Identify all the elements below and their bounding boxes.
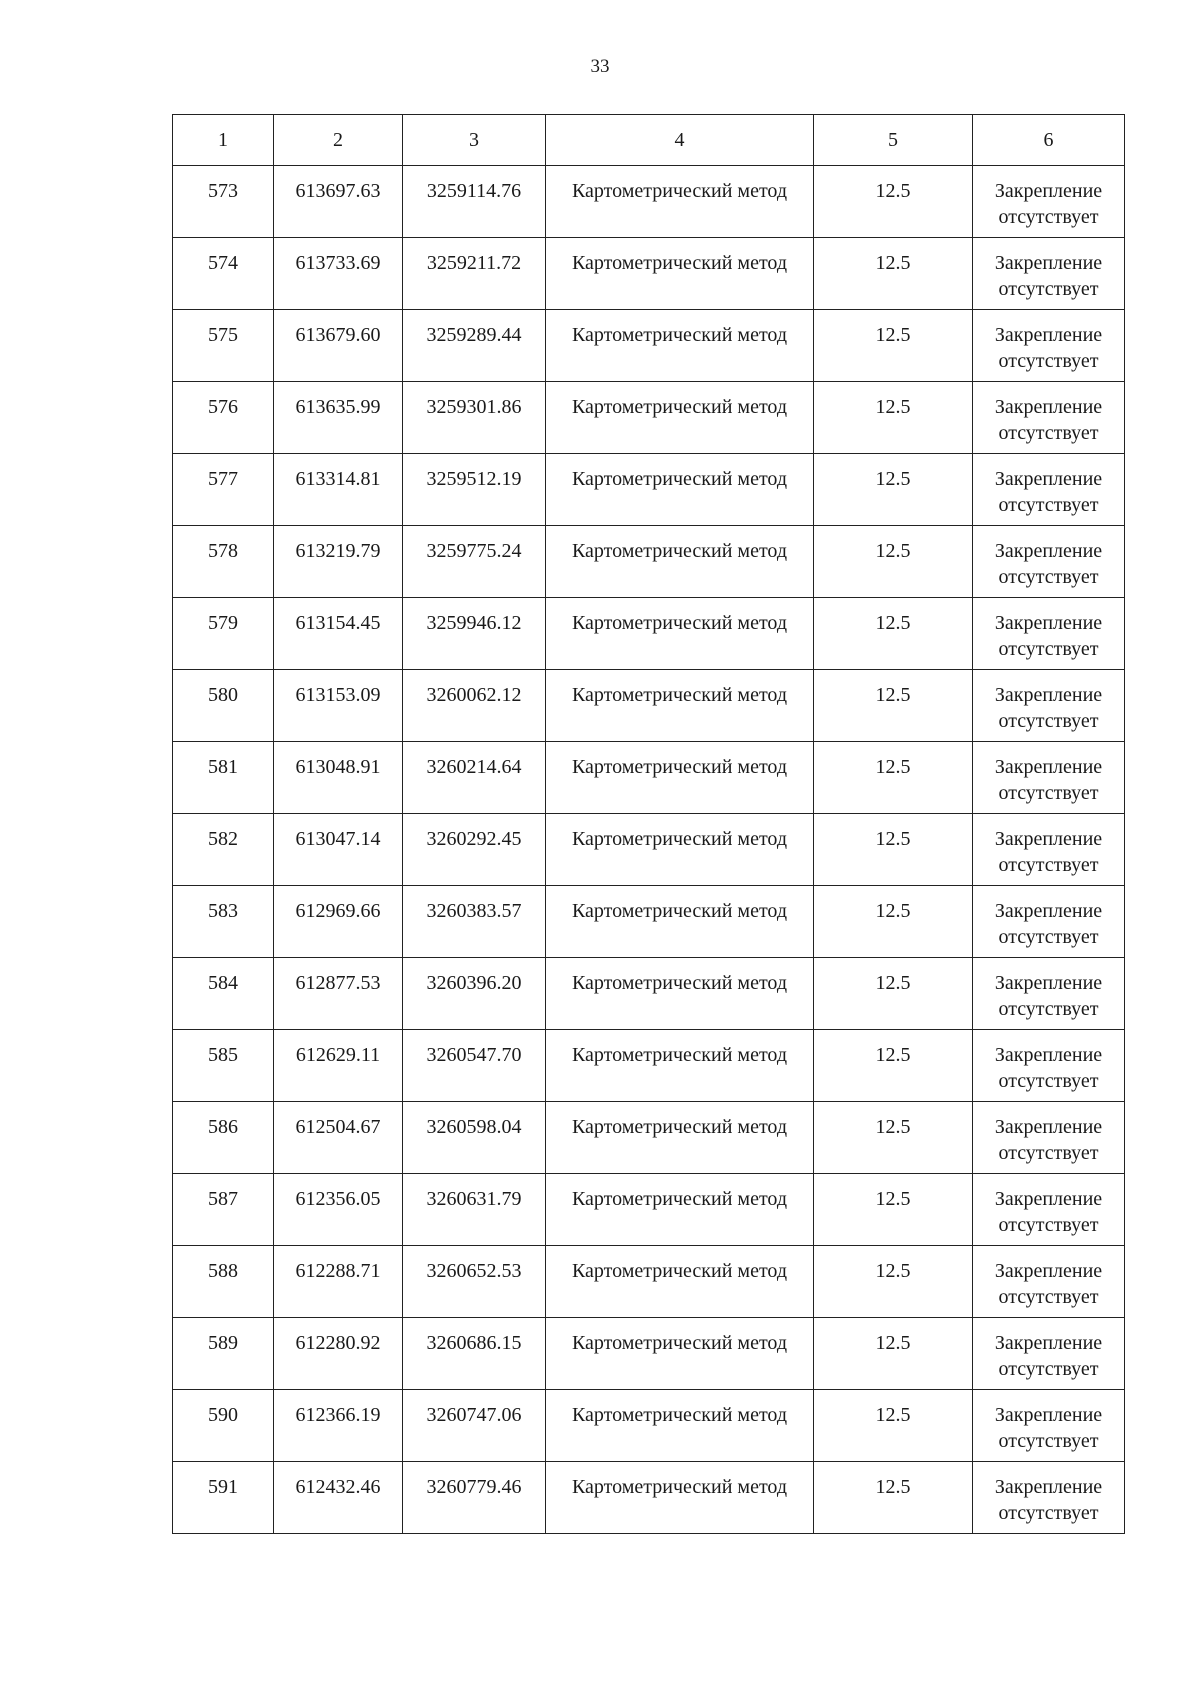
fixation-line-2: отсутствует [998,566,1099,588]
fixation-line-2: отсутствует [998,1142,1099,1164]
fixation-line-1: Закрепление [994,1476,1103,1498]
method-cell: Картометрический метод [546,814,814,886]
accuracy-cell: 12.5 [814,598,973,670]
fixation-cell [973,886,1125,958]
accuracy-cell: 12.5 [814,238,973,310]
method-cell: Картометрический метод [546,1174,814,1246]
accuracy-cell: 12.5 [814,814,973,886]
point-number-cell: 576 [173,382,274,454]
x-coordinate-cell: 613314.81 [274,454,403,526]
fixation-line-1: Закрепление [994,324,1103,346]
fixation-cell [973,814,1125,886]
table-row [173,310,1125,382]
y-coordinate-cell: 3259946.12 [403,598,546,670]
fixation-cell [973,958,1125,1030]
method-cell: Картометрический метод [546,310,814,382]
fixation-line-1: Закрепление [994,396,1103,418]
y-coordinate-cell: 3260631.79 [403,1174,546,1246]
fixation-line-1: Закрепление [994,252,1103,274]
table-row [173,1030,1125,1102]
x-coordinate-cell: 613697.63 [274,166,403,238]
coordinates-table [172,114,1125,1534]
table-row [173,1102,1125,1174]
method-cell: Картометрический метод [546,1318,814,1390]
fixation-line-2: отсутствует [998,1430,1099,1452]
method-cell: Картометрический метод [546,238,814,310]
method-cell: Картометрический метод [546,742,814,814]
table-row [173,454,1125,526]
accuracy-cell: 12.5 [814,958,973,1030]
y-coordinate-cell: 3259114.76 [403,166,546,238]
fixation-line-2: отсутствует [998,926,1099,948]
method-cell: Картометрический метод [546,1390,814,1462]
fixation-cell [973,1462,1125,1534]
table-row [173,1246,1125,1318]
y-coordinate-cell: 3260747.06 [403,1390,546,1462]
fixation-line-1: Закрепление [994,1116,1103,1138]
table-row [173,238,1125,310]
method-cell: Картометрический метод [546,1102,814,1174]
y-coordinate-cell: 3260652.53 [403,1246,546,1318]
y-coordinate-cell: 3259775.24 [403,526,546,598]
method-cell: Картометрический метод [546,166,814,238]
accuracy-cell: 12.5 [814,1246,973,1318]
fixation-line-2: отсутствует [998,710,1099,732]
fixation-line-1: Закрепление [994,1332,1103,1354]
accuracy-cell: 12.5 [814,382,973,454]
accuracy-cell: 12.5 [814,886,973,958]
fixation-cell [973,598,1125,670]
table-row [173,814,1125,886]
point-number-cell: 583 [173,886,274,958]
method-cell: Картометрический метод [546,1462,814,1534]
fixation-cell [973,1246,1125,1318]
fixation-line-2: отсутствует [998,422,1099,444]
accuracy-cell: 12.5 [814,1174,973,1246]
x-coordinate-cell: 613635.99 [274,382,403,454]
x-coordinate-cell: 613153.09 [274,670,403,742]
method-cell: Картометрический метод [546,958,814,1030]
fixation-line-1: Закрепление [994,900,1103,922]
point-number-cell: 587 [173,1174,274,1246]
y-coordinate-cell: 3260547.70 [403,1030,546,1102]
fixation-line-2: отсутствует [998,1502,1099,1524]
fixation-cell [973,1030,1125,1102]
fixation-line-1: Закрепление [994,468,1103,490]
point-number-cell: 590 [173,1390,274,1462]
fixation-line-2: отсутствует [998,854,1099,876]
y-coordinate-cell: 3260686.15 [403,1318,546,1390]
fixation-cell [973,382,1125,454]
table-row [173,886,1125,958]
fixation-line-1: Закрепление [994,756,1103,778]
x-coordinate-cell: 613047.14 [274,814,403,886]
header-col-6: 6 [973,115,1125,166]
fixation-line-2: отсутствует [998,1214,1099,1236]
fixation-line-2: отсутствует [998,638,1099,660]
x-coordinate-cell: 613048.91 [274,742,403,814]
fixation-cell [973,166,1125,238]
method-cell: Картометрический метод [546,886,814,958]
accuracy-cell: 12.5 [814,1462,973,1534]
fixation-line-1: Закрепление [994,612,1103,634]
x-coordinate-cell: 612629.11 [274,1030,403,1102]
method-cell: Картометрический метод [546,598,814,670]
table-row [173,526,1125,598]
method-cell: Картометрический метод [546,1246,814,1318]
fixation-line-2: отсутствует [998,1070,1099,1092]
accuracy-cell: 12.5 [814,526,973,598]
fixation-line-1: Закрепление [994,1188,1103,1210]
fixation-line-2: отсутствует [998,350,1099,372]
fixation-line-1: Закрепление [994,828,1103,850]
point-number-cell: 588 [173,1246,274,1318]
y-coordinate-cell: 3260598.04 [403,1102,546,1174]
y-coordinate-cell: 3260214.64 [403,742,546,814]
fixation-cell [973,1174,1125,1246]
y-coordinate-cell: 3260062.12 [403,670,546,742]
y-coordinate-cell: 3260779.46 [403,1462,546,1534]
point-number-cell: 577 [173,454,274,526]
fixation-line-2: отсутствует [998,206,1099,228]
point-number-cell: 575 [173,310,274,382]
table-row [173,670,1125,742]
table-header-row [173,115,1125,166]
header-col-4: 4 [546,115,814,166]
x-coordinate-cell: 612432.46 [274,1462,403,1534]
fixation-cell [973,670,1125,742]
fixation-line-2: отсутствует [998,494,1099,516]
fixation-cell [973,310,1125,382]
fixation-line-2: отсутствует [998,1358,1099,1380]
header-col-3: 3 [403,115,546,166]
accuracy-cell: 12.5 [814,310,973,382]
x-coordinate-cell: 613219.79 [274,526,403,598]
header-col-5: 5 [814,115,973,166]
accuracy-cell: 12.5 [814,670,973,742]
table-row [173,598,1125,670]
point-number-cell: 585 [173,1030,274,1102]
page-number: 33 [590,56,610,77]
table-row [173,958,1125,1030]
accuracy-cell: 12.5 [814,454,973,526]
fixation-cell [973,526,1125,598]
table-row [173,382,1125,454]
y-coordinate-cell: 3260383.57 [403,886,546,958]
y-coordinate-cell: 3260292.45 [403,814,546,886]
method-cell: Картометрический метод [546,526,814,598]
fixation-line-2: отсутствует [998,782,1099,804]
method-cell: Картометрический метод [546,454,814,526]
fixation-line-1: Закрепление [994,1404,1103,1426]
x-coordinate-cell: 612280.92 [274,1318,403,1390]
fixation-line-1: Закрепление [994,684,1103,706]
x-coordinate-cell: 613733.69 [274,238,403,310]
method-cell: Картометрический метод [546,1030,814,1102]
point-number-cell: 574 [173,238,274,310]
point-number-cell: 573 [173,166,274,238]
point-number-cell: 591 [173,1462,274,1534]
fixation-line-2: отсутствует [998,998,1099,1020]
accuracy-cell: 12.5 [814,742,973,814]
x-coordinate-cell: 612969.66 [274,886,403,958]
method-cell: Картометрический метод [546,382,814,454]
table-row [173,1462,1125,1534]
fixation-cell [973,742,1125,814]
table-row [173,742,1125,814]
y-coordinate-cell: 3259301.86 [403,382,546,454]
table-row [173,166,1125,238]
fixation-line-1: Закрепление [994,1044,1103,1066]
table-body [173,166,1125,1534]
y-coordinate-cell: 3259211.72 [403,238,546,310]
fixation-line-1: Закрепление [994,180,1103,202]
x-coordinate-cell: 613154.45 [274,598,403,670]
point-number-cell: 579 [173,598,274,670]
x-coordinate-cell: 612877.53 [274,958,403,1030]
x-coordinate-cell: 612366.19 [274,1390,403,1462]
method-cell: Картометрический метод [546,670,814,742]
table-row [173,1318,1125,1390]
header-col-2: 2 [274,115,403,166]
point-number-cell: 589 [173,1318,274,1390]
table-row [173,1390,1125,1462]
y-coordinate-cell: 3260396.20 [403,958,546,1030]
fixation-cell [973,1390,1125,1462]
accuracy-cell: 12.5 [814,1390,973,1462]
x-coordinate-cell: 613679.60 [274,310,403,382]
point-number-cell: 582 [173,814,274,886]
point-number-cell: 581 [173,742,274,814]
point-number-cell: 578 [173,526,274,598]
x-coordinate-cell: 612504.67 [274,1102,403,1174]
fixation-line-2: отсутствует [998,1286,1099,1308]
accuracy-cell: 12.5 [814,1030,973,1102]
point-number-cell: 584 [173,958,274,1030]
fixation-line-2: отсутствует [998,278,1099,300]
x-coordinate-cell: 612356.05 [274,1174,403,1246]
header-col-1: 1 [173,115,274,166]
fixation-line-1: Закрепление [994,972,1103,994]
accuracy-cell: 12.5 [814,1102,973,1174]
fixation-cell [973,1318,1125,1390]
fixation-cell [973,238,1125,310]
accuracy-cell: 12.5 [814,166,973,238]
fixation-cell [973,454,1125,526]
fixation-line-1: Закрепление [994,1260,1103,1282]
y-coordinate-cell: 3259289.44 [403,310,546,382]
table-row [173,1174,1125,1246]
fixation-cell [973,1102,1125,1174]
y-coordinate-cell: 3259512.19 [403,454,546,526]
x-coordinate-cell: 612288.71 [274,1246,403,1318]
point-number-cell: 580 [173,670,274,742]
fixation-line-1: Закрепление [994,540,1103,562]
point-number-cell: 586 [173,1102,274,1174]
accuracy-cell: 12.5 [814,1318,973,1390]
